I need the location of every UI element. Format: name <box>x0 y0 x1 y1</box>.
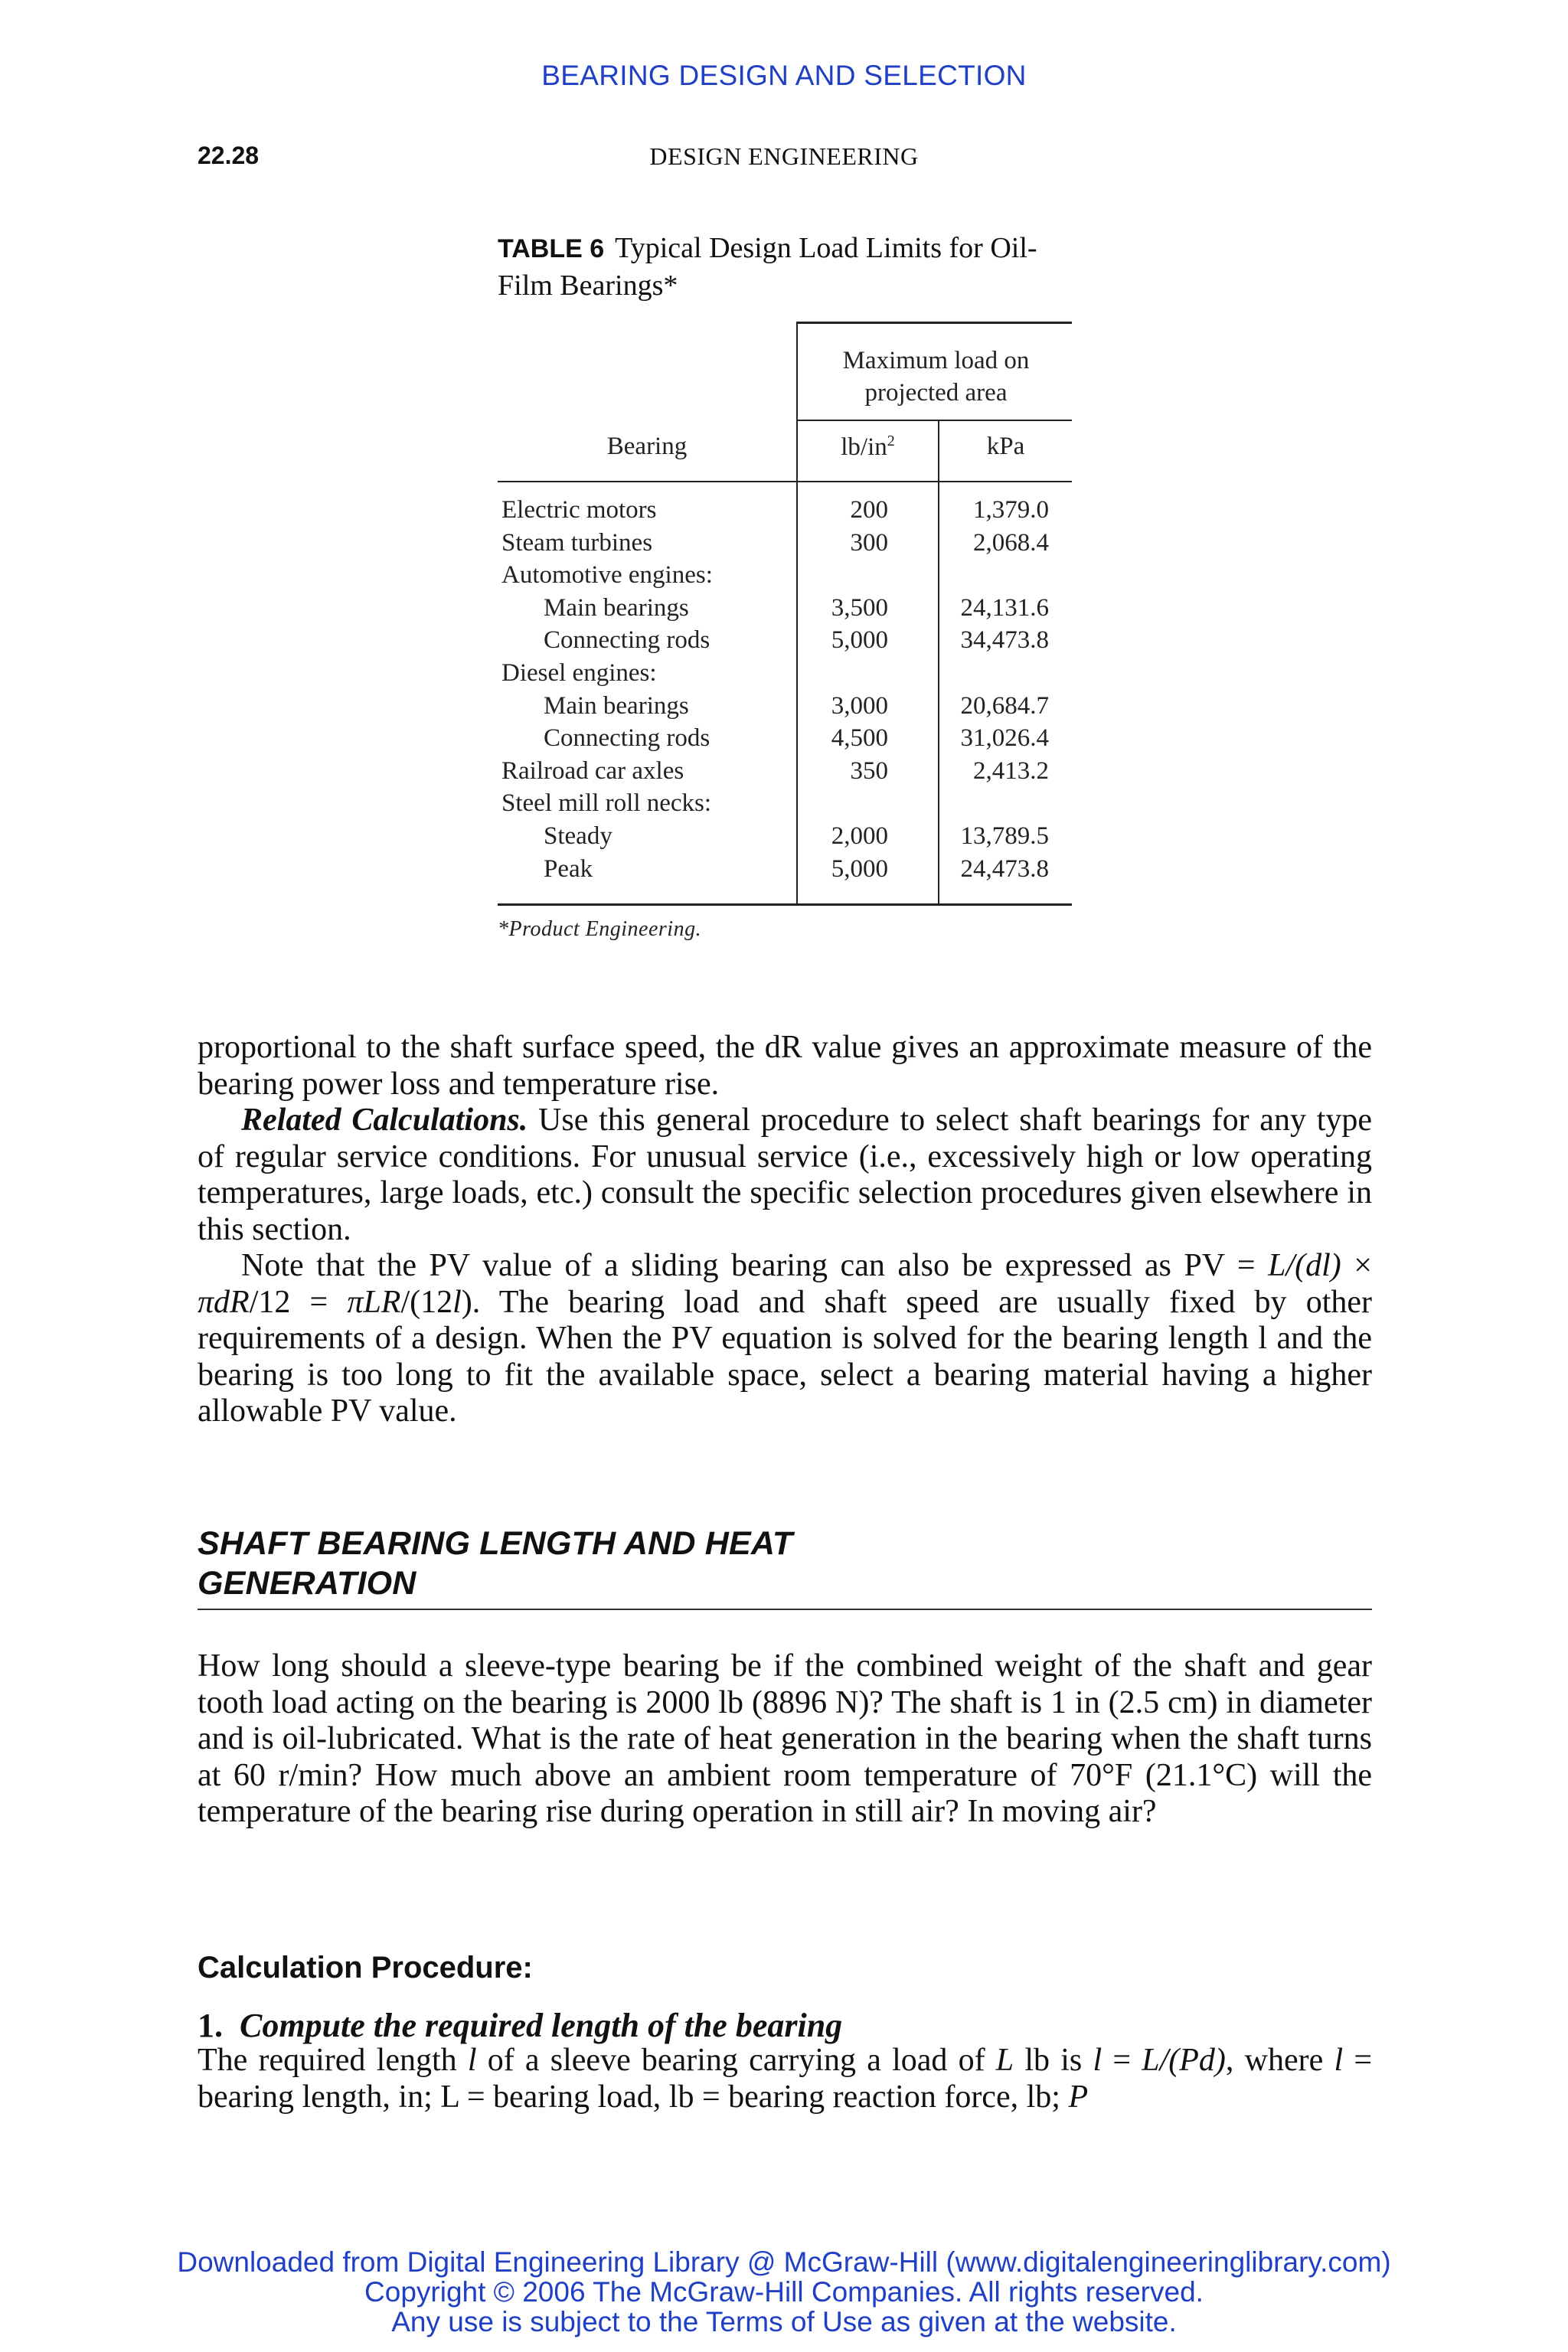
row-psi: 3,500 <box>831 593 888 622</box>
row-psi: 5,000 <box>831 626 888 655</box>
table-row <box>498 659 1072 691</box>
paragraph-continued: proportional to the shaft surface speed, the dR value gives an approximate measure of the bearing power loss and temperature rise. <box>198 1030 1372 1102</box>
row-bearing: Peak <box>544 854 593 883</box>
row-psi: 200 <box>850 496 888 524</box>
header-group-rule <box>796 420 1072 421</box>
row-psi: 2,000 <box>831 822 888 850</box>
table-footnote: *Product Engineering. <box>498 917 702 941</box>
calculation-procedure-heading: Calculation Procedure: <box>198 1951 533 1984</box>
table-row <box>498 529 1072 561</box>
row-kpa: 34,473.8 <box>960 626 1049 655</box>
table-row <box>498 496 1072 528</box>
row-bearing: Automotive engines: <box>501 561 713 590</box>
row-bearing: Main bearings <box>544 593 689 622</box>
problem-statement: How long should a sleeve-type bearing be if the combined weight of the shaft and gear tooth load acting on the bearing is 2000 lb (8896 N)? The shaft is 1 in (2.5 cm) in diameter and is oil-lubricated. What is the rate of heat generation in the bearing when the shaft turns at 60 r/min? How much above an ambient room temperature of 70°F (21.1°C) will the temperature of the bearing rise during operation in still air? In moving air? <box>198 1648 1372 1829</box>
body-section-1 <box>198 1030 1372 1430</box>
footer-line-1[interactable]: Downloaded from Digital Engineering Library @ McGraw-Hill (www.digitalengineeringlibrary.com) <box>177 2246 1391 2278</box>
footer-notice[interactable] <box>0 2247 1568 2337</box>
running-head: DESIGN ENGINEERING <box>649 142 919 170</box>
paragraph-related-calculations: Related Calculations. Use this general procedure to select shaft bearings for any type of regular service conditions. For unusual service (i.e., excessively high or low operating temperatures, large loads, etc.) consult the specific selection procedures given elsewhere in this section. <box>198 1102 1373 1247</box>
row-bearing: Steam turbines <box>501 528 653 557</box>
row-psi: 4,500 <box>831 724 888 753</box>
group-header: Maximum load on projected area <box>842 347 1030 407</box>
column-header-bearing: Bearing <box>606 433 688 460</box>
table-row <box>498 822 1072 854</box>
row-bearing: Connecting rods <box>544 626 710 655</box>
row-psi: 3,000 <box>831 691 888 720</box>
table-row <box>498 692 1072 724</box>
row-bearing: Railroad car axles <box>501 756 684 785</box>
row-psi: 5,000 <box>831 854 888 883</box>
column-header-psi: $lb/in^2$ <box>841 433 895 461</box>
table-row <box>498 626 1072 658</box>
footer-line-2: Copyright © 2006 The McGraw-Hill Companies. All rights reserved. <box>364 2276 1204 2308</box>
table-row <box>498 594 1072 626</box>
footer-line-3: Any use is subject to the Terms of Use as given at the website. <box>391 2306 1177 2337</box>
step-1-heading: 1. Compute the required length of the bearing <box>198 2007 843 2044</box>
table-caption <box>498 230 1080 304</box>
page-number: 22.28 <box>198 142 260 169</box>
row-bearing: Connecting rods <box>544 724 710 753</box>
row-psi: 300 <box>850 528 888 557</box>
chapter-banner[interactable]: BEARING DESIGN AND SELECTION <box>541 60 1027 91</box>
table-row <box>498 724 1072 756</box>
column-header-kpa: kPa <box>986 433 1025 460</box>
row-bearing: Electric motors <box>501 496 657 524</box>
table-title: Typical Design Load Limits for Oil-Film Bearings* <box>498 232 1037 302</box>
step-1-text: The required length l of a sleeve bearing carrying a load of L lb is l = L/(Pd), where l = bearing length, in; L = bearing load, lb = bearing reaction force, lb; P <box>198 2043 1373 2115</box>
section-heading: SHAFT BEARING LENGTH AND HEAT GENERATION <box>198 1525 793 1602</box>
table-row <box>498 561 1072 593</box>
row-kpa: 1,379.0 <box>973 496 1049 524</box>
table-row <box>498 789 1072 822</box>
table-bottom-rule <box>498 903 1072 906</box>
row-kpa: 13,789.5 <box>960 822 1049 850</box>
row-kpa: 2,413.2 <box>973 756 1049 785</box>
row-kpa: 24,131.6 <box>960 593 1049 622</box>
row-kpa: 31,026.4 <box>960 724 1049 753</box>
load-limits-table <box>498 322 1072 949</box>
row-kpa: 24,473.8 <box>960 854 1049 883</box>
row-bearing: Diesel engines: <box>501 659 657 687</box>
row-kpa: 2,068.4 <box>973 528 1049 557</box>
paragraph-pv-note: Note that the PV value of a sliding bearing can also be expressed as PV = L/(dl) × πdR/12 = πLR/(12l). The bearing load and shaft speed are usually fixed by other requirements of a design. When the PV equation is solved for the bearing length l and the bearing is too long to fit the available space, select a bearing material having a higher allowable PV value. <box>198 1248 1373 1429</box>
table-label: TABLE 6 <box>498 234 605 263</box>
header-bottom-rule <box>498 481 1072 482</box>
row-bearing: Main bearings <box>544 691 689 720</box>
row-bearing: Steady <box>544 822 612 850</box>
table-row <box>498 757 1072 789</box>
table-row <box>498 855 1072 887</box>
row-kpa: 20,684.7 <box>960 691 1049 720</box>
table-top-rule <box>796 322 1072 324</box>
section-rule <box>198 1609 1372 1610</box>
row-psi: 350 <box>850 756 888 785</box>
row-bearing: Steel mill roll necks: <box>501 789 712 818</box>
